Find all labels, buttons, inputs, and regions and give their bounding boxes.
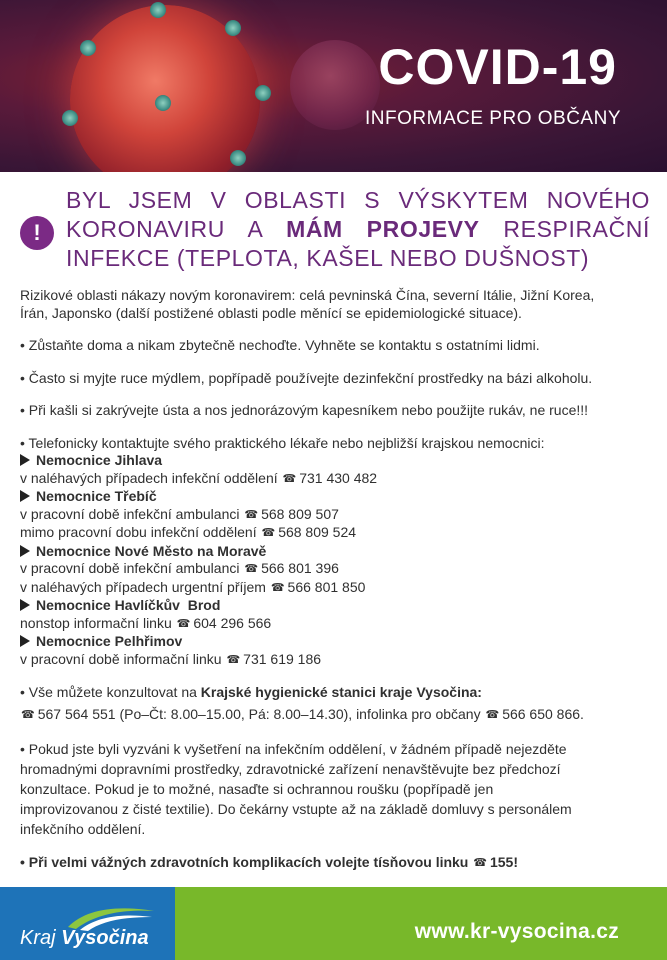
content	[20, 287, 650, 873]
hygiene-contact: ☎ 567 564 551 (Po–Čt: 8.00–15.00, Pá: 8.00–14.30), infolinka pro občany ☎ 566 650 866.	[20, 706, 650, 725]
phone-icon: ☎	[282, 472, 297, 485]
hospital-name: Nemocnice Třebíč	[20, 488, 650, 506]
alert-icon: !	[20, 216, 54, 250]
virus-spike	[230, 150, 246, 166]
header-banner	[0, 0, 667, 172]
triangle-bullet-icon	[20, 454, 30, 466]
intro-paragraph	[20, 287, 650, 322]
virus-spike	[155, 95, 171, 111]
phone-icon: ☎	[244, 563, 259, 575]
page-subtitle: INFORMACE PRO OBČANY	[365, 108, 621, 129]
virus-spike	[255, 85, 271, 101]
phone-icon: ☎	[21, 708, 35, 721]
contacts-section	[20, 435, 650, 670]
hospital-contact: v pracovní době infekční ambulanci ☎ 566 801 396	[20, 560, 650, 579]
summons-paragraph: • Pokud jste byli vyzváni k vyšetření na infekčním oddělení, v žádném případě nejezděte hromadnými dopravními prostředky, zdravotnické zařízení nenavštěvujte bez předchozí konzultace. Pokud je to možné, nasaďte si ochrannou roušku (popřípadě jen improvizovanou z čisté textilie). Do čekárny vstupte až na základě domluvy s personálem infekčního oddělení.	[20, 741, 572, 837]
intro-line: Rizikové oblasti nákazy novým koronavirem: celá pevninská Čína, severní Itálie, Jižní Korea,	[20, 287, 595, 303]
phone-icon: ☎	[244, 508, 259, 521]
hospital-name: Nemocnice Havlíčkův Brod	[20, 597, 650, 615]
phone-icon: ☎	[226, 653, 241, 666]
hospital-contact: mimo pracovní dobu infekční oddělení ☎ 568 809 524	[20, 524, 650, 543]
triangle-bullet-icon	[20, 545, 30, 557]
hospital-name: Nemocnice Pelhřimov	[20, 633, 650, 651]
hygiene-station: Krajské hygienické stanici kraje Vysočina:	[200, 684, 482, 700]
website-link[interactable]: www.kr-vysocina.cz	[414, 920, 619, 943]
phone-number[interactable]: 566 801 396	[261, 560, 339, 576]
hygiene-section	[20, 684, 650, 724]
hospital-contact: v pracovní době informační linku ☎ 731 619 186	[20, 651, 650, 670]
hospital-contact: v naléhavých případech urgentní příjem ☎ 566 801 850	[20, 579, 650, 598]
triangle-bullet-icon	[20, 635, 30, 647]
virus-spike	[80, 40, 96, 56]
contacts-intro: • Telefonicky kontaktujte svého praktického lékaře nebo nejbližší krajskou nemocnici:	[20, 434, 545, 451]
headline	[20, 186, 650, 272]
footer	[0, 887, 667, 960]
emergency-number[interactable]: 155!	[489, 854, 518, 870]
hospital-name: Nemocnice Nové Město na Moravě	[20, 543, 650, 561]
page-title: COVID-19	[378, 39, 617, 95]
phone-icon: ☎	[176, 617, 191, 630]
phone-icon: ☎	[261, 527, 276, 539]
hospital-contact: nonstop informační linku ☎ 604 296 566	[20, 615, 650, 634]
phone-icon: ☎	[473, 857, 487, 869]
headline-part1: BYL JSEM V OBLASTI S VÝSKYTEM NOVÉHO KORONAVIRU A	[66, 187, 650, 242]
phone-icon: ☎	[270, 581, 285, 594]
logo-text: Kraj Vysočina	[20, 927, 149, 949]
headline-bold: MÁM PROJEVY	[286, 216, 480, 242]
virus-spike	[225, 20, 241, 36]
virus-spike	[150, 2, 166, 18]
hospital-contact: v naléhavých případech infekční oddělení ☎ 731 430 482	[20, 470, 650, 489]
intro-line: Írán, Japonsko (další postižené oblasti podle měnící se epidemiologické situace).	[20, 304, 522, 321]
emergency-line: • Při velmi vážných zdravotních komplikacích volejte tísňovou linku ☎ 155!	[20, 854, 650, 873]
headline-text	[66, 186, 650, 273]
phone-number[interactable]: 567 564 551	[37, 705, 116, 722]
phone-number[interactable]: 568 809 524	[278, 524, 357, 540]
triangle-bullet-icon	[20, 490, 30, 502]
footer-web-area	[175, 887, 667, 960]
hygiene-line: • Vše můžete konzultovat na Krajské hygienické stanici kraje Vysočina:	[20, 684, 482, 700]
headline-part2: RESPIRAČNÍ INFEKCE (TEPLOTA, KAŠEL NEBO DUŠNOST)	[66, 216, 651, 271]
phone-number[interactable]: 604 296 566	[193, 614, 272, 631]
phone-number[interactable]: 568 809 507	[261, 505, 339, 522]
phone-number[interactable]: 566 650 866.	[502, 705, 584, 722]
phone-number[interactable]: 566 801 850	[287, 578, 366, 595]
bullet-wash-hands: • Často si myjte ruce mýdlem, popřípadě používejte dezinfekční prostředky na bázi alkoholu.	[20, 369, 593, 386]
phone-number[interactable]: 731 619 186	[243, 650, 322, 667]
virus-spike	[62, 110, 78, 126]
triangle-bullet-icon	[20, 599, 30, 611]
bullet-cough: • Při kašli si zakrývejte ústa a nos jednorázovým kapesníkem nebo použijte rukáv, ne ruce!!!	[20, 402, 589, 418]
phone-number[interactable]: 731 430 482	[299, 469, 378, 486]
phone-icon: ☎	[485, 708, 500, 721]
hospital-contact: v pracovní době infekční ambulanci ☎ 568 809 507	[20, 506, 650, 525]
footer-logo-area	[0, 887, 175, 960]
bullet-stay-home: • Zůstaňte doma a nikam zbytečně nechoďte. Vyhněte se kontaktu s ostatními lidmi.	[20, 337, 540, 353]
hospital-name: Nemocnice Jihlava	[20, 452, 650, 470]
